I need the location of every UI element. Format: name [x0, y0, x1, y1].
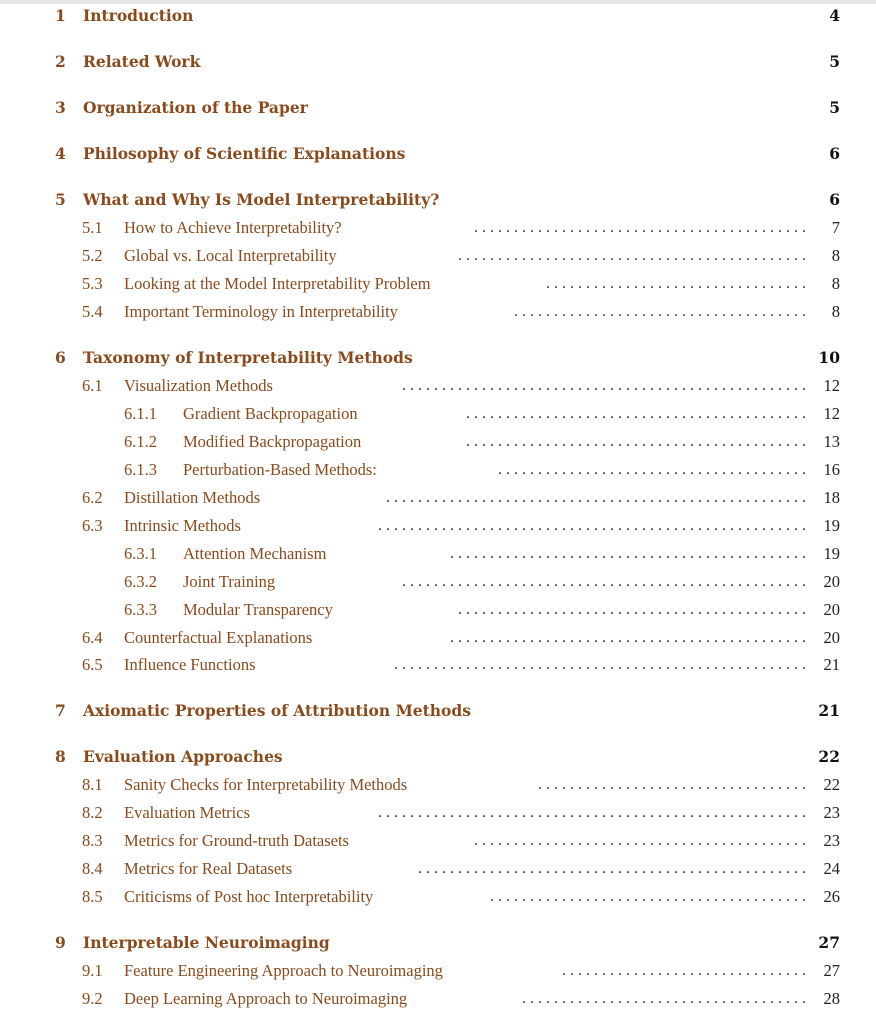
toc-entry-5-4[interactable]: [0, 301, 876, 323]
subsection-number: 5.4: [82, 302, 103, 321]
toc-entry-6-3-2[interactable]: [0, 571, 876, 593]
subsection-title: Deep Learning Approach to Neuroimaging: [124, 989, 408, 1008]
toc-entry-8-1[interactable]: [0, 774, 876, 796]
page-number: 5: [829, 98, 840, 117]
subsection-title: How to Achieve Interpretability?: [124, 218, 342, 237]
page-number: 16: [823, 460, 840, 479]
subsubsection-number: 6.1.3: [124, 460, 157, 479]
dot-leader: . . . . . . . . . . . . . . . . . . . . . . . . . . . . . . . . . . . . . . . . . . . . . . . . . . . . .: [386, 489, 806, 506]
subsection-title: Feature Engineering Approach to Neuroimaging: [124, 961, 443, 980]
dot-leader: . . . . . . . . . . . . . . . . . . . . . . . . . . . . . . . . . . . . . . . . . . . .: [458, 247, 806, 264]
dot-leader: . . . . . . . . . . . . . . . . . . . . . . . . . . . . . . . . . . . . .: [514, 303, 806, 320]
subsection-number: 8.1: [82, 775, 103, 794]
section-number: 7: [55, 701, 66, 720]
subsection-number: 6.2: [82, 488, 103, 507]
dot-leader: . . . . . . . . . . . . . . . . . . . . . . . . . . . . . . . . . . . . . . . . . . .: [466, 405, 806, 422]
section-title: Taxonomy of Interpretability Methods: [83, 348, 413, 367]
toc-entry-8-4[interactable]: [0, 858, 876, 880]
page-number: 8: [831, 246, 840, 265]
subsection-number: 6.1: [82, 376, 103, 395]
dot-leader: . . . . . . . . . . . . . . . . . . . . . . . . . . . . . . . . . . . . . . . .: [490, 888, 806, 905]
section-number: 9: [55, 933, 66, 952]
page-number: 12: [823, 404, 840, 423]
section-number: 3: [55, 98, 66, 117]
page-number: 21: [823, 655, 840, 674]
toc-entry-8-5[interactable]: [0, 886, 876, 908]
toc-entry-6-1-3[interactable]: [0, 459, 876, 481]
subsection-number: 8.2: [82, 803, 103, 822]
section-title: Introduction: [83, 6, 194, 25]
dot-leader: . . . . . . . . . . . . . . . . . . . . . . . . . . . . . . . . . . . . . . . . . . .: [466, 433, 806, 450]
subsection-title: Metrics for Ground-truth Datasets: [124, 831, 349, 850]
dot-leader: . . . . . . . . . . . . . . . . . . . . . . . . . . . . . . . . . . . . . . . . . . . . .: [450, 629, 806, 646]
subsection-number: 8.5: [82, 887, 103, 906]
subsection-number: 9.2: [82, 989, 103, 1008]
dot-leader: . . . . . . . . . . . . . . . . . . . . . . . . . . . . . . . . .: [546, 275, 806, 292]
subsection-number: 8.4: [82, 859, 103, 878]
toc-entry-2[interactable]: [0, 51, 876, 73]
section-title: Related Work: [83, 52, 201, 71]
dot-leader: . . . . . . . . . . . . . . . . . . . . . . . . . . . . . . . . . . . . . . . . . . . . . . . . . . .: [402, 377, 806, 394]
subsubsection-number: 6.3.1: [124, 544, 157, 563]
dot-leader: . . . . . . . . . . . . . . . . . . . . . . . . . . . . . . . . . . . . . . . . . . . . . . . . . . . .: [394, 656, 806, 673]
page-number: 23: [823, 831, 840, 850]
section-title: What and Why Is Model Interpretability?: [83, 190, 440, 209]
subsubsection-title: Modified Backpropagation: [183, 432, 362, 451]
dot-leader: . . . . . . . . . . . . . . . . . . . . . . . . . . . . . . . . . . . . . . . . . . . . . . . . .: [418, 860, 806, 877]
page-number: 24: [823, 859, 840, 878]
subsubsection-title: Joint Training: [183, 572, 276, 591]
subsubsection-number: 6.1.2: [124, 432, 157, 451]
toc-entry-6[interactable]: [0, 347, 876, 369]
toc-entry-6-1[interactable]: [0, 375, 876, 397]
section-number: 8: [55, 747, 66, 766]
page-number: 23: [823, 803, 840, 822]
subsubsection-title: Modular Transparency: [183, 600, 333, 619]
subsection-number: 9.1: [82, 961, 103, 980]
subsection-number: 6.5: [82, 655, 103, 674]
toc-entry-6-3-3[interactable]: [0, 599, 876, 621]
toc-entry-5[interactable]: [0, 189, 876, 211]
subsection-number: 6.3: [82, 516, 103, 535]
section-title: Axiomatic Properties of Attribution Methods: [83, 701, 471, 720]
page-number: 8: [831, 274, 840, 293]
page-number: 12: [823, 376, 840, 395]
section-number: 4: [55, 144, 66, 163]
section-title: Evaluation Approaches: [83, 747, 283, 766]
page-number: 22: [823, 775, 840, 794]
toc-entry-5-1[interactable]: [0, 217, 876, 239]
page-number: 7: [831, 218, 840, 237]
subsection-number: 5.2: [82, 246, 103, 265]
subsection-title: Sanity Checks for Interpretability Methods: [124, 775, 408, 794]
subsubsection-title: Attention Mechanism: [183, 544, 327, 563]
subsection-title: Counterfactual Explanations: [124, 628, 313, 647]
page-number: 28: [823, 989, 840, 1008]
page-number: 20: [823, 628, 840, 647]
toc-entry-3[interactable]: [0, 97, 876, 119]
subsubsection-number: 6.3.3: [124, 600, 157, 619]
subsection-number: 8.3: [82, 831, 103, 850]
subsection-number: 5.3: [82, 274, 103, 293]
page-number: 13: [823, 432, 840, 451]
subsection-title: Metrics for Real Datasets: [124, 859, 293, 878]
page-number: 6: [829, 190, 840, 209]
toc-entry-9-2[interactable]: [0, 988, 876, 1010]
section-title: Philosophy of Scientific Explanations: [83, 144, 406, 163]
dot-leader: . . . . . . . . . . . . . . . . . . . . . . . . . . . . . . . . . . . . . . . . . . . . .: [450, 545, 806, 562]
subsection-title: Criticisms of Post hoc Interpretability: [124, 887, 374, 906]
dot-leader: . . . . . . . . . . . . . . . . . . . . . . . . . . . . . . . . . . . . . . . . . .: [474, 832, 806, 849]
toc-entry-5-3[interactable]: [0, 273, 876, 295]
subsection-title: Influence Functions: [124, 655, 256, 674]
page-number: 6: [829, 144, 840, 163]
toc-entry-9[interactable]: [0, 932, 876, 954]
subsection-title: Intrinsic Methods: [124, 516, 241, 535]
dot-leader: . . . . . . . . . . . . . . . . . . . . . . . . . . . . . . . . . . . . . . . . . . . . . . . . . . . . . .: [378, 804, 806, 821]
toc-entry-4[interactable]: [0, 143, 876, 165]
subsection-title: Global vs. Local Interpretability: [124, 246, 337, 265]
section-number: 1: [55, 6, 66, 25]
dot-leader: . . . . . . . . . . . . . . . . . . . . . . . . . . . . . . . . . . . . . . .: [498, 461, 806, 478]
toc-entry-6-1-2[interactable]: [0, 431, 876, 453]
page-number: 26: [823, 887, 840, 906]
subsubsection-title: Perturbation-Based Methods:: [183, 460, 377, 479]
section-number: 5: [55, 190, 66, 209]
subsubsection-title: Gradient Backpropagation: [183, 404, 358, 423]
page-number: 19: [823, 544, 840, 563]
page-number: 18: [823, 488, 840, 507]
toc-entry-6-3[interactable]: [0, 515, 876, 537]
page-number: 10: [818, 348, 840, 367]
dot-leader: . . . . . . . . . . . . . . . . . . . . . . . . . . . . . . .: [562, 962, 806, 979]
page-number: 22: [818, 747, 840, 766]
dot-leader: . . . . . . . . . . . . . . . . . . . . . . . . . . . . . . . . . . . . . . . . . .: [474, 219, 806, 236]
subsection-number: 5.1: [82, 218, 103, 237]
page-number: 20: [823, 600, 840, 619]
toc-entry-9-1[interactable]: [0, 960, 876, 982]
toc-entry-8-2[interactable]: [0, 802, 876, 824]
page-number: 20: [823, 572, 840, 591]
section-number: 6: [55, 348, 66, 367]
toc-entry-6-4[interactable]: [0, 627, 876, 649]
dot-leader: . . . . . . . . . . . . . . . . . . . . . . . . . . . . . . . . . . . . . . . . . . . . . . . . . . . . . .: [378, 517, 806, 534]
toc-entry-6-2[interactable]: [0, 487, 876, 509]
page-number: 8: [831, 302, 840, 321]
subsection-number: 6.4: [82, 628, 103, 647]
toc-entry-6-3-1[interactable]: [0, 543, 876, 565]
dot-leader: . . . . . . . . . . . . . . . . . . . . . . . . . . . . . . . . . . . .: [522, 990, 806, 1007]
page-number: 21: [818, 701, 840, 720]
page-number: 5: [829, 52, 840, 71]
dot-leader: . . . . . . . . . . . . . . . . . . . . . . . . . . . . . . . . . . . . . . . . . . . . . . . . . . .: [402, 573, 806, 590]
subsection-title: Important Terminology in Interpretability: [124, 302, 398, 321]
toc-entry-7[interactable]: [0, 700, 876, 722]
subsection-title: Visualization Methods: [124, 376, 273, 395]
page-number: 27: [818, 933, 840, 952]
page-number: 27: [823, 961, 840, 980]
subsubsection-number: 6.1.1: [124, 404, 157, 423]
subsection-title: Evaluation Metrics: [124, 803, 251, 822]
toc-entry-6-1-1[interactable]: [0, 403, 876, 425]
subsubsection-number: 6.3.2: [124, 572, 157, 591]
toc-entry-1[interactable]: [0, 5, 876, 27]
toc-entry-8-3[interactable]: [0, 830, 876, 852]
section-title: Interpretable Neuroimaging: [83, 933, 330, 952]
section-number: 2: [55, 52, 66, 71]
toc-entry-8[interactable]: [0, 746, 876, 768]
toc-entry-5-2[interactable]: [0, 245, 876, 267]
page-number: 19: [823, 516, 840, 535]
dot-leader: . . . . . . . . . . . . . . . . . . . . . . . . . . . . . . . . . . . . . . . . . . . .: [458, 601, 806, 618]
dot-leader: . . . . . . . . . . . . . . . . . . . . . . . . . . . . . . . . . .: [538, 776, 806, 793]
page-number: 4: [829, 6, 840, 25]
subsection-title: Looking at the Model Interpretability Problem: [124, 274, 431, 293]
toc-entry-6-5[interactable]: [0, 654, 876, 676]
subsection-title: Distillation Methods: [124, 488, 261, 507]
section-title: Organization of the Paper: [83, 98, 308, 117]
